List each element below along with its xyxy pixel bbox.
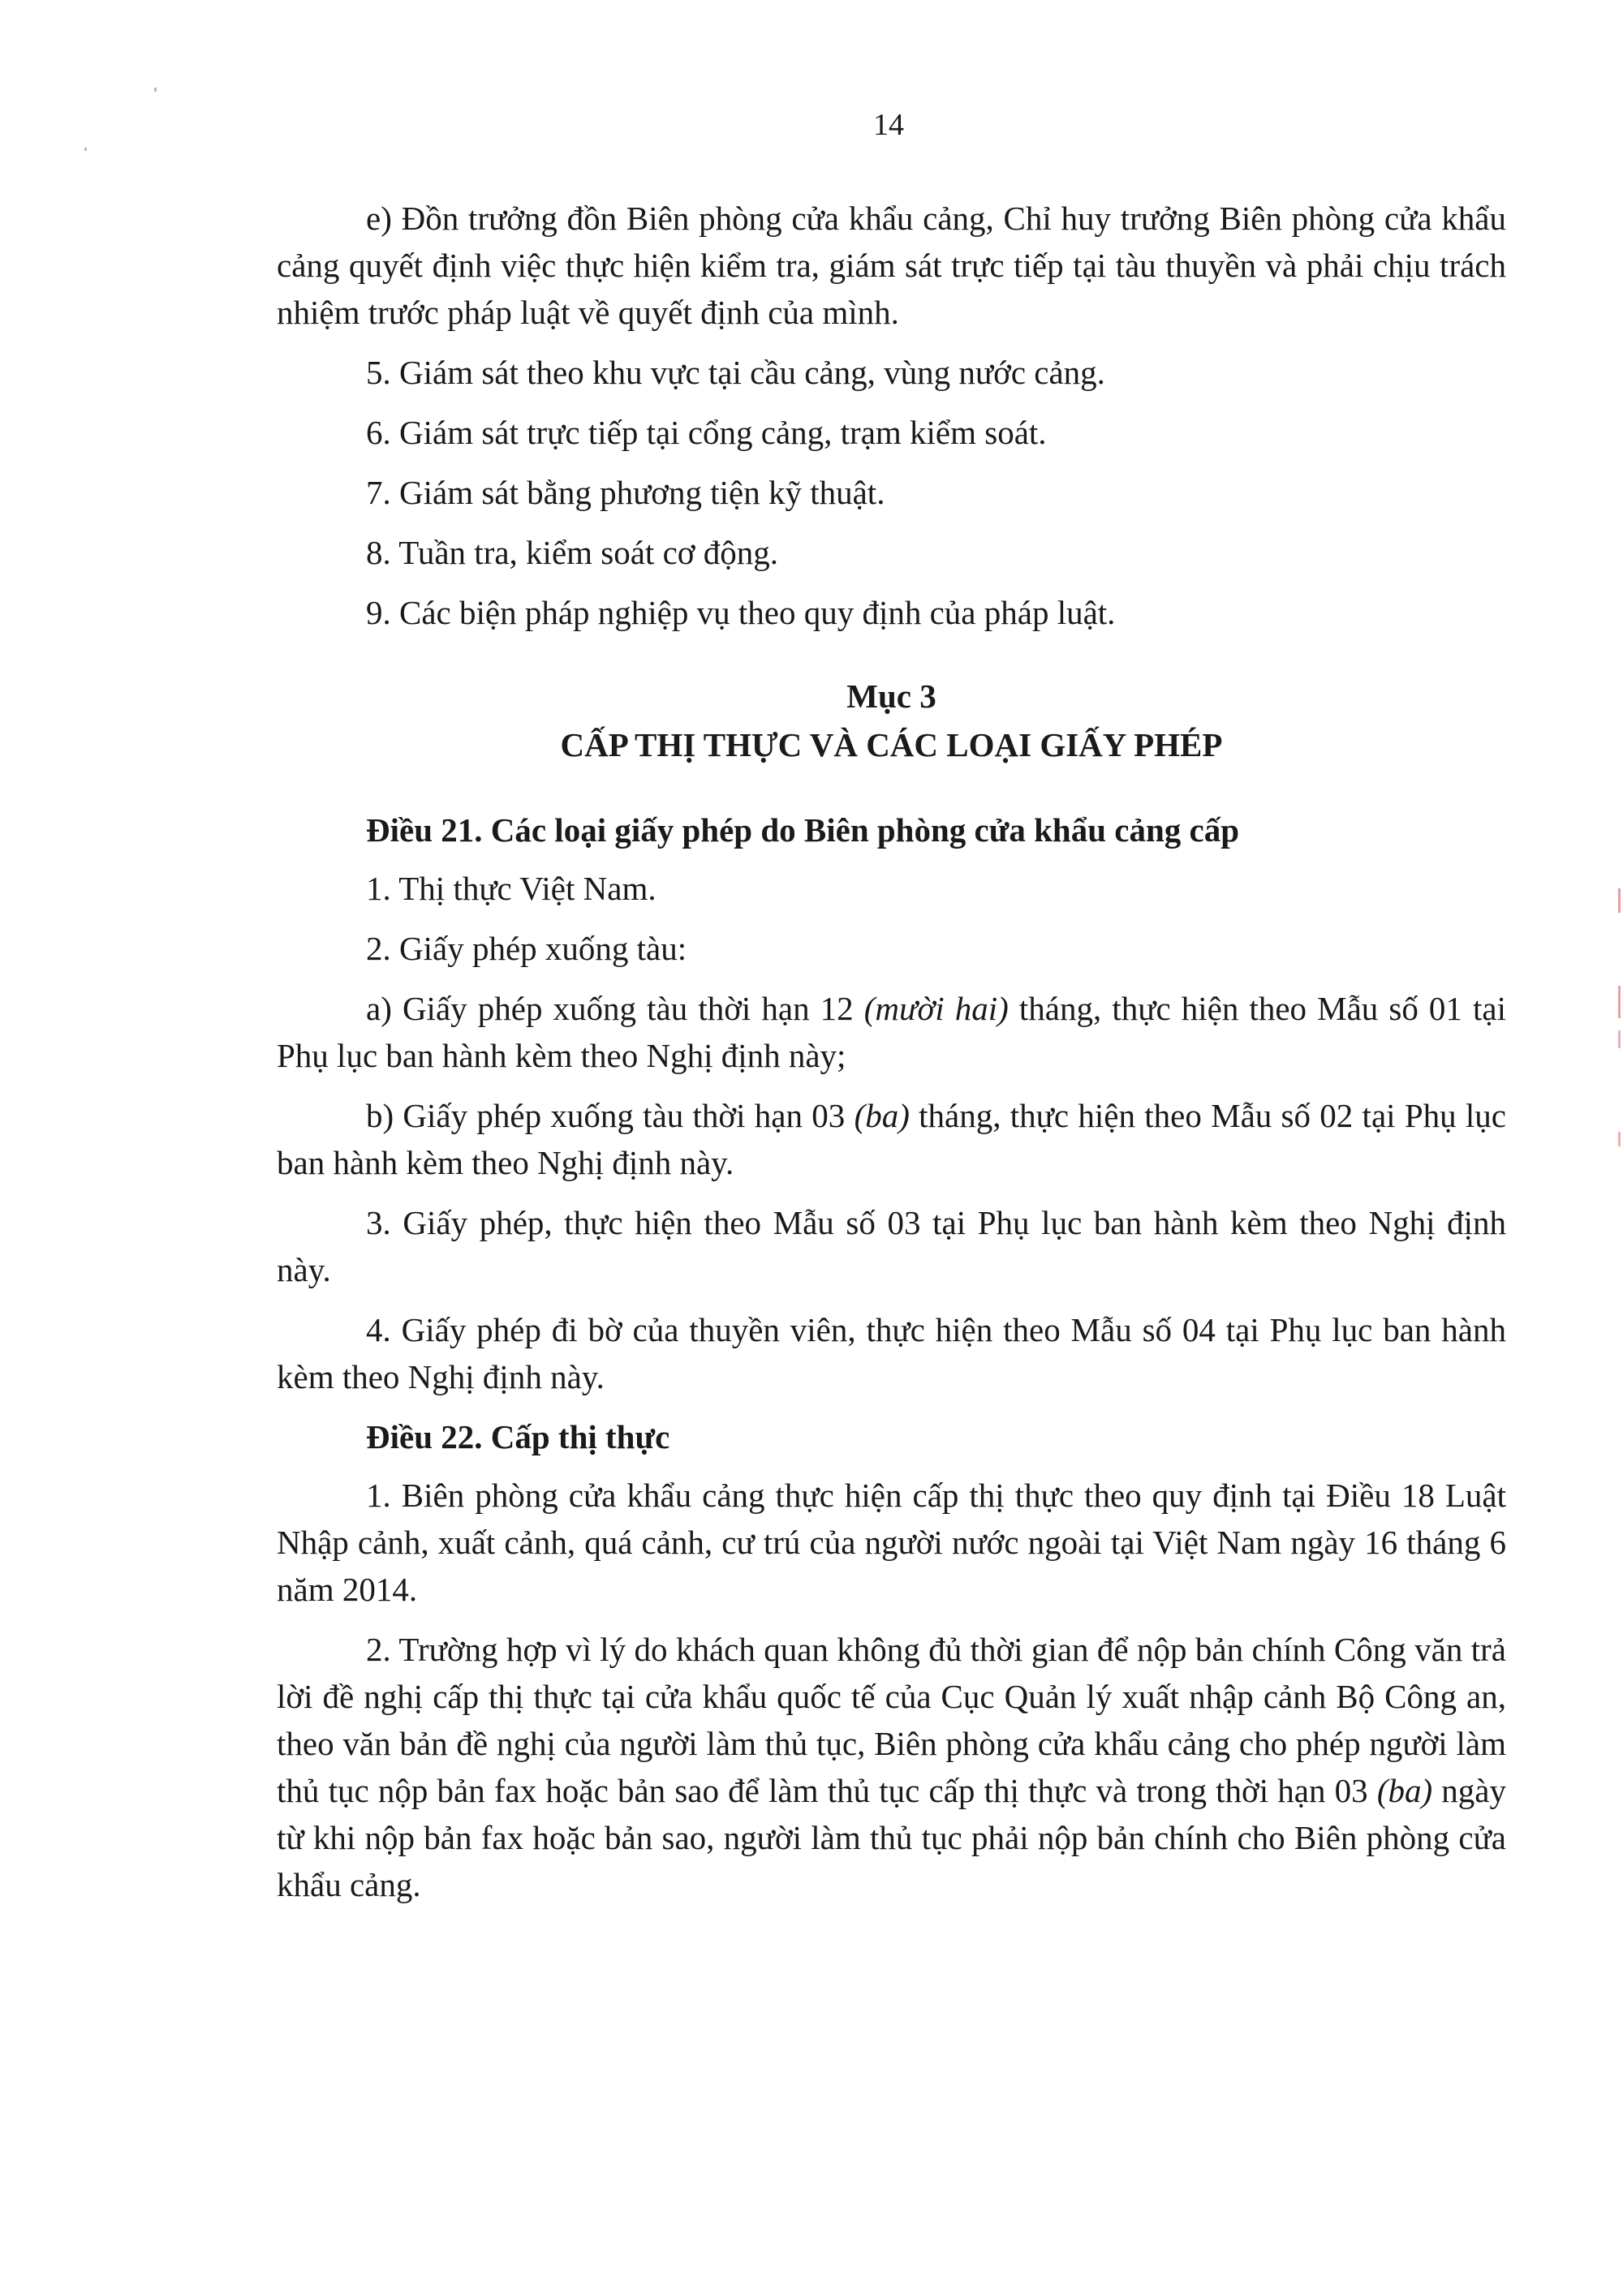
article-21-clause-4: 4. Giấy phép đi bờ của thuyền viên, thực hiện theo Mẫu số 04 tại Phụ lục ban hành kèm theo Nghị định này.	[277, 1311, 1506, 1395]
clause-italic-text: (ba)	[1376, 1772, 1433, 1809]
list-item: 9. Các biện pháp nghiệp vụ theo quy định của pháp luật.	[366, 594, 1116, 631]
list-item: 5. Giám sát theo khu vực tại cầu cảng, vùng nước cảng.	[366, 354, 1105, 391]
article-21-clause-2: 2. Giấy phép xuống tàu:	[366, 930, 687, 967]
scan-speck	[84, 148, 87, 151]
clause-italic-text: (mười hai)	[863, 990, 1009, 1027]
article-21-heading: Điều 21. Các loại giấy phép do Biên phòng cửa khẩu cảng cấp	[366, 811, 1239, 849]
scan-edge-mark	[1618, 1132, 1621, 1146]
clause-text: ngày từ khi nộp bản fax hoặc bản sao, người làm thủ tục phải nộp bản chính cho Biên phòng cửa khẩu cảng.	[277, 1772, 1506, 1903]
article-21-clause-2a	[277, 985, 1506, 1079]
paragraph-e: e) Đồn trưởng đồn Biên phòng cửa khẩu cảng, Chỉ huy trưởng Biên phòng cửa khẩu cảng quyết định việc thực hiện kiểm tra, giám sát trực tiếp tại tàu thuyền và phải chịu trách nhiệm trước pháp luật về quyết định của mình.	[277, 200, 1506, 331]
article-22-heading: Điều 22. Cấp thị thực	[366, 1418, 670, 1455]
clause-italic-text: (ba)	[854, 1097, 910, 1134]
section-label: Mục 3	[846, 677, 936, 715]
document-body	[277, 195, 1506, 1921]
scan-edge-mark	[1618, 1030, 1621, 1048]
section-title: CẤP THỊ THỰC VÀ CÁC LOẠI GIẤY PHÉP	[560, 726, 1223, 763]
article-21-clause-2b	[277, 1092, 1506, 1186]
clause-text: b) Giấy phép xuống tàu thời hạn 03	[366, 1097, 855, 1134]
article-22-clause-2	[277, 1626, 1506, 1908]
article-21-clause-3: 3. Giấy phép, thực hiện theo Mẫu số 03 tại Phụ lục ban hành kèm theo Nghị định này.	[277, 1204, 1506, 1288]
scan-edge-mark	[1618, 986, 1621, 1018]
page-number: 14	[873, 108, 904, 142]
scan-speck	[154, 88, 157, 92]
clause-text: a) Giấy phép xuống tàu thời hạn 12	[366, 990, 864, 1027]
clause-text: tháng, thực hiện theo Mẫu số 01 tại Phụ lục ban hành kèm theo Nghị định này;	[277, 990, 1506, 1074]
article-21-clause-1: 1. Thị thực Việt Nam.	[366, 870, 657, 907]
list-item: 8. Tuần tra, kiểm soát cơ động.	[366, 534, 778, 571]
article-22-clause-1: 1. Biên phòng cửa khẩu cảng thực hiện cấp thị thực theo quy định tại Điều 18 Luật Nhập cảnh, xuất cảnh, quá cảnh, cư trú của người nước ngoài tại Việt Nam ngày 16 tháng 6 năm 2014.	[277, 1477, 1506, 1608]
clause-text: tháng, thực hiện theo Mẫu số 02 tại Phụ lục ban hành kèm theo Nghị định này.	[277, 1097, 1506, 1181]
clause-text: 2. Trường hợp vì lý do khách quan không đủ thời gian để nộp bản chính Công văn trả lời đề nghị cấp thị thực tại cửa khẩu quốc tế của Cục Quản lý xuất nhập cảnh Bộ Công an, theo văn bản đề nghị của người làm thủ tục, Biên phòng cửa khẩu cảng cho phép người làm thủ tục nộp bản fax hoặc bản sao để làm thủ tục cấp thị thực và trong thời hạn 03	[277, 1631, 1506, 1809]
list-item: 6. Giám sát trực tiếp tại cổng cảng, trạm kiểm soát.	[366, 414, 1047, 451]
list-item: 7. Giám sát bằng phương tiện kỹ thuật.	[366, 474, 885, 511]
scan-edge-mark	[1618, 888, 1621, 913]
section-heading	[277, 672, 1506, 769]
